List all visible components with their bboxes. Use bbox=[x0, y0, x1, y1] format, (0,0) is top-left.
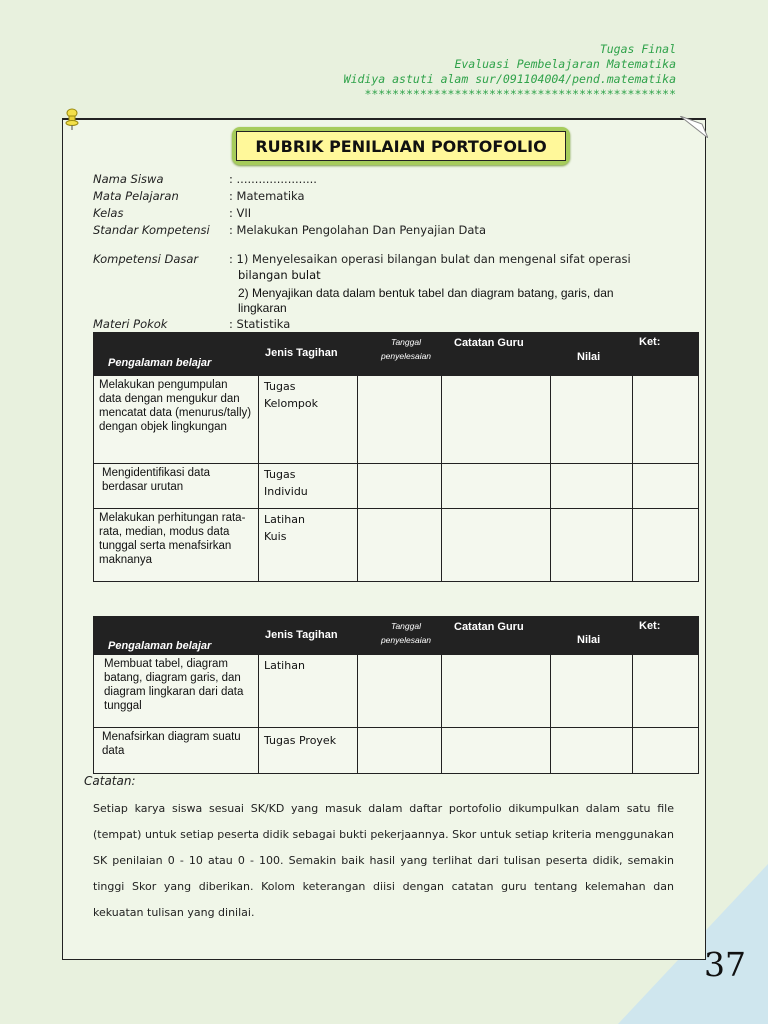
header-catatan: Catatan Guru bbox=[442, 333, 551, 376]
title-banner bbox=[232, 127, 570, 165]
mapel-label: Mata Pelajaran bbox=[93, 189, 179, 203]
kd-label: Kompetensi Dasar bbox=[93, 252, 199, 266]
table-row bbox=[94, 728, 699, 774]
cell-ket[interactable] bbox=[633, 376, 699, 464]
cell-nilai[interactable] bbox=[551, 376, 633, 464]
document-header bbox=[344, 42, 676, 102]
table-header-row bbox=[94, 617, 699, 655]
nama-value: : ...................... bbox=[229, 172, 317, 186]
kd-line-4: lingkaran bbox=[238, 301, 287, 315]
kelas-label: Kelas bbox=[93, 206, 124, 220]
cell-pengalaman: Melakukan pengumpulan data dengan mengukur dan mencatat data (menurus/tally) dengan objek lingkungan bbox=[94, 376, 259, 464]
cell-jenis: Latihan bbox=[259, 655, 358, 728]
materi-label: Materi Pokok bbox=[93, 317, 168, 331]
kd-line-2: bilangan bulat bbox=[238, 268, 321, 282]
header-line-3: Widiya astuti alam sur/091104004/pend.matematika bbox=[343, 72, 676, 86]
rubric-table-2 bbox=[93, 616, 699, 774]
mapel-value: : Matematika bbox=[229, 189, 305, 203]
header-tanggal: Tanggal penyelesaian bbox=[358, 333, 442, 376]
header-jenis: Jenis Tagihan bbox=[259, 617, 358, 655]
cell-ket[interactable] bbox=[633, 728, 699, 774]
cell-pengalaman: Mengidentifikasi data berdasar urutan bbox=[94, 464, 259, 509]
header-pengalaman: Pengalaman belajar bbox=[94, 617, 259, 655]
cell-nilai[interactable] bbox=[551, 509, 633, 582]
cell-nilai[interactable] bbox=[551, 728, 633, 774]
cell-pengalaman: Menafsirkan diagram suatu data bbox=[94, 728, 259, 774]
cell-jenis: Tugas Proyek bbox=[259, 728, 358, 774]
notes-paragraph: Setiap karya siswa sesuai SK/KD yang masuk dalam daftar portofolio dikumpulkan dalam satu file (tempat) untuk setiap peserta didik sebagai bukti pekerjaannya. Skor untuk setiap kriteria menggunakan SK penilaian 0 - 10 atau 0 - 100. Semakin baik hasil yang terlihat dari tulisan peserta didik, semakin tinggi Skor yang diberikan. Kolom keterangan diisi dengan catatan guru tentang kelemahan dan kekuatan tulisan yang dinilai. bbox=[93, 802, 674, 919]
materi-value: : Statistika bbox=[229, 317, 291, 331]
header-nilai: Nilai bbox=[551, 333, 633, 376]
header-jenis: Jenis Tagihan bbox=[259, 333, 358, 376]
header-ket: Ket: bbox=[633, 617, 699, 655]
cell-tanggal[interactable] bbox=[358, 655, 442, 728]
page-title: RUBRIK PENILAIAN PORTOFOLIO bbox=[236, 131, 566, 161]
cell-catatan[interactable] bbox=[442, 464, 551, 509]
cell-catatan[interactable] bbox=[442, 655, 551, 728]
cell-catatan[interactable] bbox=[442, 728, 551, 774]
notes-title: Catatan: bbox=[84, 774, 136, 788]
cell-tanggal[interactable] bbox=[358, 376, 442, 464]
cell-nilai[interactable] bbox=[551, 655, 633, 728]
header-pengalaman: Pengalaman belajar bbox=[94, 333, 259, 376]
cell-jenis: Tugas Individu bbox=[259, 464, 358, 509]
cell-catatan[interactable] bbox=[442, 509, 551, 582]
cell-jenis: Tugas Kelompok bbox=[259, 376, 358, 464]
cell-pengalaman: Melakukan perhitungan rata-rata, median, modus data tunggal serta menafsirkan maknanya bbox=[94, 509, 259, 582]
cell-ket[interactable] bbox=[633, 655, 699, 728]
header-nilai: Nilai bbox=[551, 617, 633, 655]
kd-line-3: 2) Menyajikan data dalam bentuk tabel dan diagram batang, garis, dan bbox=[238, 286, 614, 300]
kd-line-1: : 1) Menyelesaikan operasi bilangan bulat dan mengenal sifat operasi bbox=[229, 252, 631, 266]
pushpin-icon bbox=[64, 108, 80, 130]
cell-tanggal[interactable] bbox=[358, 728, 442, 774]
header-catatan: Catatan Guru bbox=[442, 617, 551, 655]
nama-label: Nama Siswa bbox=[93, 172, 164, 186]
header-ket: Ket: bbox=[633, 333, 699, 376]
cell-tanggal[interactable] bbox=[358, 509, 442, 582]
table-header-row bbox=[94, 333, 699, 376]
cell-jenis: Latihan Kuis bbox=[259, 509, 358, 582]
table-row bbox=[94, 376, 699, 464]
kelas-value: : VII bbox=[229, 206, 252, 220]
table-row bbox=[94, 655, 699, 728]
page-number: 37 bbox=[704, 945, 746, 984]
header-line-2: Evaluasi Pembelajaran Matematika bbox=[454, 57, 676, 71]
table-row bbox=[94, 509, 699, 582]
header-line-1: Tugas Final bbox=[599, 42, 676, 56]
cell-pengalaman: Membuat tabel, diagram batang, diagram garis, dan diagram lingkaran dari data tunggal bbox=[94, 655, 259, 728]
page-fold-icon bbox=[680, 116, 708, 138]
sk-value: : Melakukan Pengolahan Dan Penyajian Data bbox=[229, 223, 486, 237]
rubric-table-1 bbox=[93, 332, 699, 582]
header-tanggal: Tanggal penyelesaian bbox=[358, 617, 442, 655]
cell-ket[interactable] bbox=[633, 509, 699, 582]
cell-tanggal[interactable] bbox=[358, 464, 442, 509]
cell-catatan[interactable] bbox=[442, 376, 551, 464]
cell-nilai[interactable] bbox=[551, 464, 633, 509]
cell-ket[interactable] bbox=[633, 464, 699, 509]
table-row bbox=[94, 464, 699, 509]
sk-label: Standar Kompetensi bbox=[93, 223, 210, 237]
header-line-4: ********************************************* bbox=[364, 87, 676, 101]
